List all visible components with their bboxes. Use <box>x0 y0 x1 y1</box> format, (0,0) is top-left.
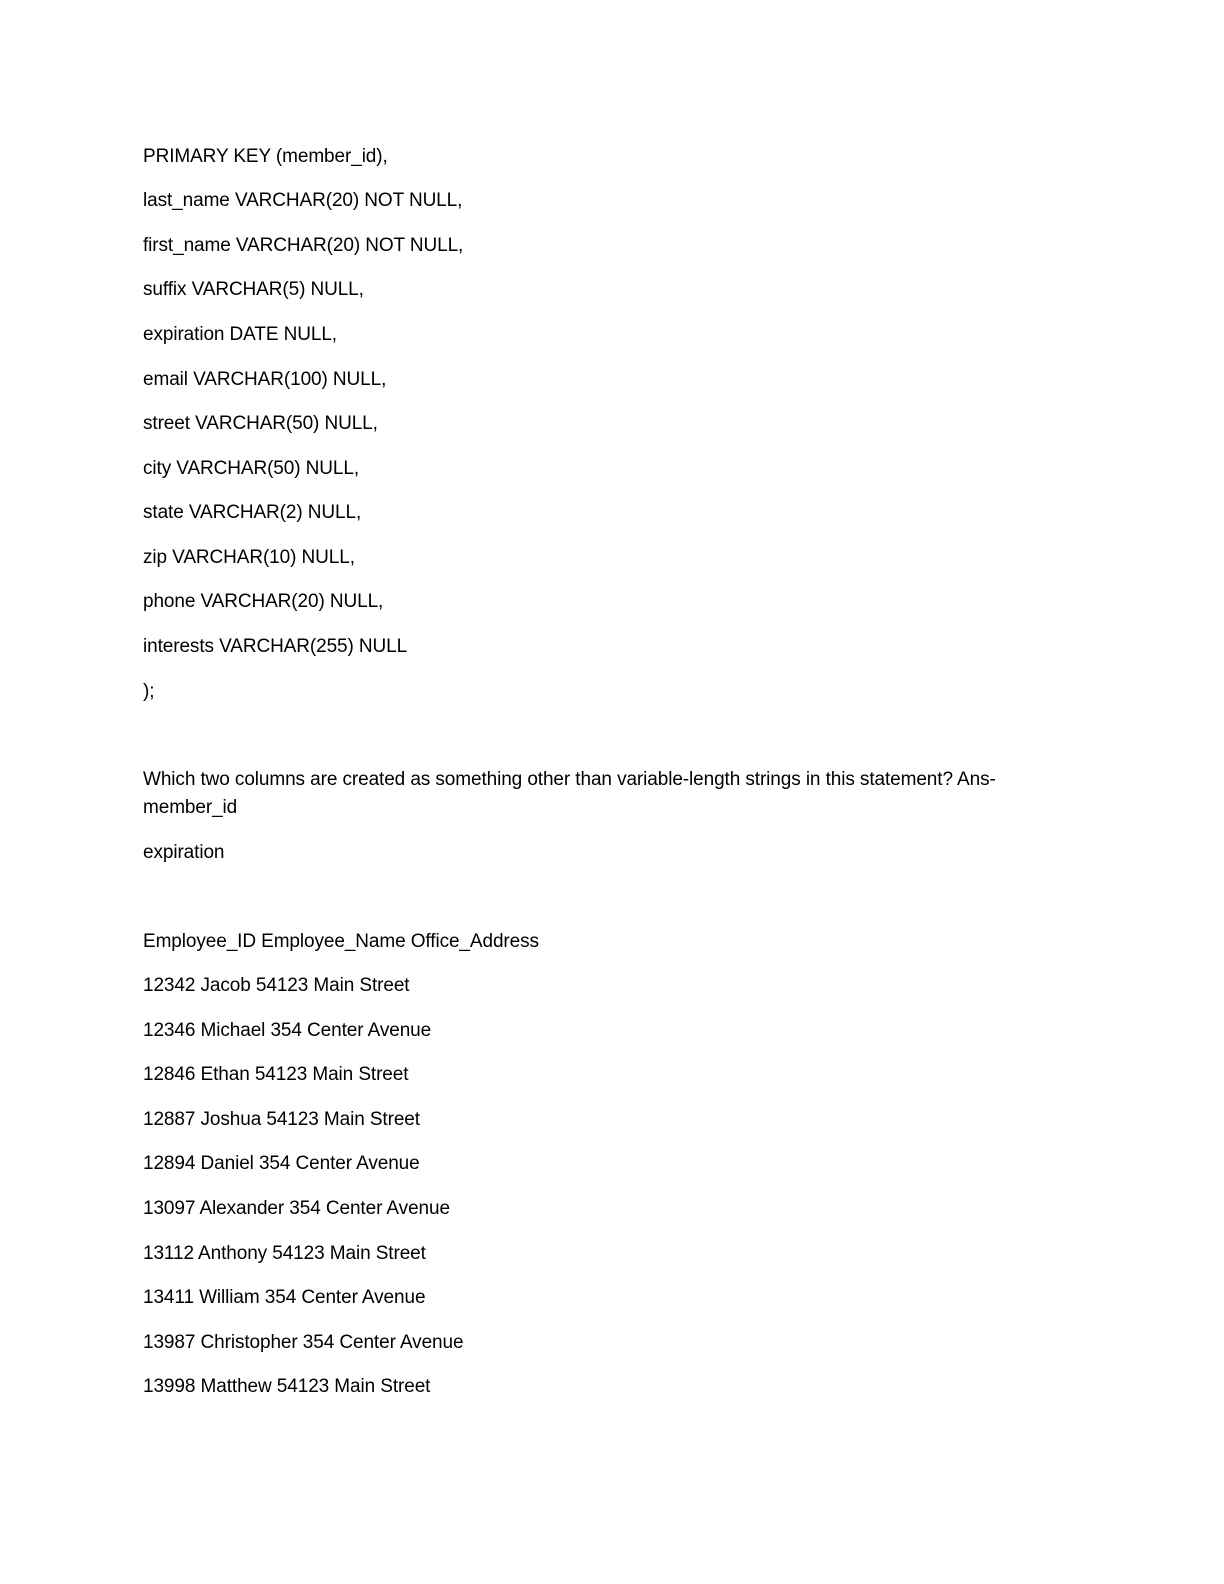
table-row: 12342 Jacob 54123 Main Street <box>143 975 410 996</box>
schema-line: zip VARCHAR(10) NULL, <box>143 547 355 568</box>
table-row: 13998 Matthew 54123 Main Street <box>143 1376 431 1397</box>
table-row: 12887 Joshua 54123 Main Street <box>143 1109 420 1130</box>
schema-closing-line: ); <box>143 681 155 702</box>
schema-line: PRIMARY KEY (member_id), <box>143 146 388 167</box>
table-row: 12894 Daniel 354 Center Avenue <box>143 1153 420 1174</box>
schema-line: expiration DATE NULL, <box>143 324 337 345</box>
table-row: 13987 Christopher 354 Center Avenue <box>143 1332 464 1353</box>
question-line-1: Which two columns are created as something other than variable-length strings in this statement? Ans- <box>143 769 996 790</box>
schema-line: phone VARCHAR(20) NULL, <box>143 591 384 612</box>
answer-text: expiration <box>143 842 225 863</box>
table-header: Employee_ID Employee_Name Office_Address <box>143 931 539 952</box>
question-text <box>143 766 1083 822</box>
schema-line: first_name VARCHAR(20) NOT NULL, <box>143 235 464 256</box>
table-row: 13112 Anthony 54123 Main Street <box>143 1243 426 1264</box>
table-row: 13411 William 354 Center Avenue <box>143 1287 426 1308</box>
schema-line: street VARCHAR(50) NULL, <box>143 413 378 434</box>
schema-line: last_name VARCHAR(20) NOT NULL, <box>143 190 463 211</box>
table-row: 12846 Ethan 54123 Main Street <box>143 1064 409 1085</box>
schema-line: suffix VARCHAR(5) NULL, <box>143 279 364 300</box>
schema-line: interests VARCHAR(255) NULL <box>143 636 408 657</box>
table-row: 12346 Michael 354 Center Avenue <box>143 1020 432 1041</box>
schema-line: state VARCHAR(2) NULL, <box>143 502 362 523</box>
schema-line: email VARCHAR(100) NULL, <box>143 369 387 390</box>
table-row: 13097 Alexander 354 Center Avenue <box>143 1198 450 1219</box>
schema-line: city VARCHAR(50) NULL, <box>143 458 359 479</box>
question-line-2: member_id <box>143 797 238 818</box>
